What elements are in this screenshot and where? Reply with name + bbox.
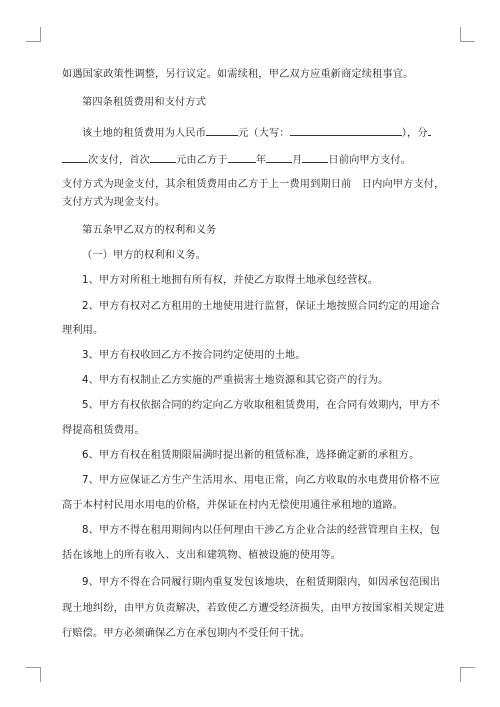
crop-mark-bottom-right	[460, 667, 475, 682]
payment-amount-line: 该土地的租赁费用为人民币 元（大写： ），分	[82, 124, 442, 141]
clause-5: 5、甲方有权依据合同的约定向乙方收取租租赁费用，在合同有效期内，甲方不	[82, 400, 441, 411]
year-blank	[228, 151, 256, 163]
clause-5-cont: 得提高租赁费用。	[62, 425, 145, 436]
clause-4: 4、甲方有权制止乙方实施的严重损害土地资源和其它资产的行为。	[82, 375, 389, 386]
installments-blank	[428, 124, 431, 136]
subsection-heading: （一）甲方的权利和义务。	[82, 250, 207, 261]
clause-2-cont: 理利用。	[62, 325, 104, 336]
paragraph-line: 支付方式为现金支付。	[62, 197, 166, 208]
clause-8: 8、甲方不得在租用期间内以任何理由干涉乙方企业合法的经营管理自主权，包	[82, 525, 441, 536]
clause-3: 3、甲方有权收回乙方不按合同约定使用的土地。	[82, 350, 306, 361]
clause-7-cont: 高于本村村民用水用电的价格，并保证在村内无偿使用通往承租地的道路。	[62, 500, 404, 511]
count-blank	[62, 151, 88, 163]
amount-in-words-blank	[290, 124, 402, 136]
day-blank	[302, 151, 328, 163]
payment-schedule-line: 次支付，首次 元由乙方于 年 月 日前向甲方支付。	[62, 151, 442, 168]
crop-mark-bottom-left	[26, 667, 41, 682]
clause-9: 9、甲方不得在合同履行期内重复发包该地块，在租赁期限内，如因承包范围出	[82, 577, 441, 588]
crop-mark-top-left	[26, 27, 41, 42]
clause-6: 6、甲方有权在租赁期限届满时提出新的租赁标准，选择确定新的承租方。	[82, 450, 420, 461]
paragraph-line: 如遇国家政策性调整，另行议定。如需续租，甲乙双方应重新商定续租事宜。	[62, 69, 414, 80]
clause-8-cont: 括在该地上的所有收入、支出和建筑物、植被设施的使用等。	[62, 550, 342, 561]
first-amount-blank	[150, 151, 176, 163]
crop-mark-top-right	[460, 27, 475, 42]
section-heading-4: 第四条租赁费用和支付方式	[82, 97, 207, 108]
clause-7: 7、甲方应保证乙方生产生活用水、用电正常，向乙方收取的水电费用价格不应	[82, 475, 441, 486]
month-blank	[266, 151, 292, 163]
clause-1: 1、甲方对所租土地拥有所有权，并使乙方取得土地承包经营权。	[82, 275, 379, 286]
section-heading-5: 第五条甲乙双方的权利和义务	[82, 225, 217, 236]
clause-2: 2、甲方有权对乙方租用的土地使用进行监督，保证土地按照合同约定的用途合	[82, 301, 441, 312]
clause-9-cont: 行赔偿。甲方必须确保乙方在承包期内不受任何干扰。	[62, 628, 311, 639]
clause-9-cont: 现土地纠纷，由甲方负责解决，若致使乙方遭受经济损失，由甲方按国家相关规定进	[62, 603, 445, 614]
paragraph-line: 支付方式为现金支付，其余租赁费用由乙方于上一费用到期日前 日内向甲方支付，	[62, 179, 445, 190]
amount-blank	[206, 124, 238, 136]
